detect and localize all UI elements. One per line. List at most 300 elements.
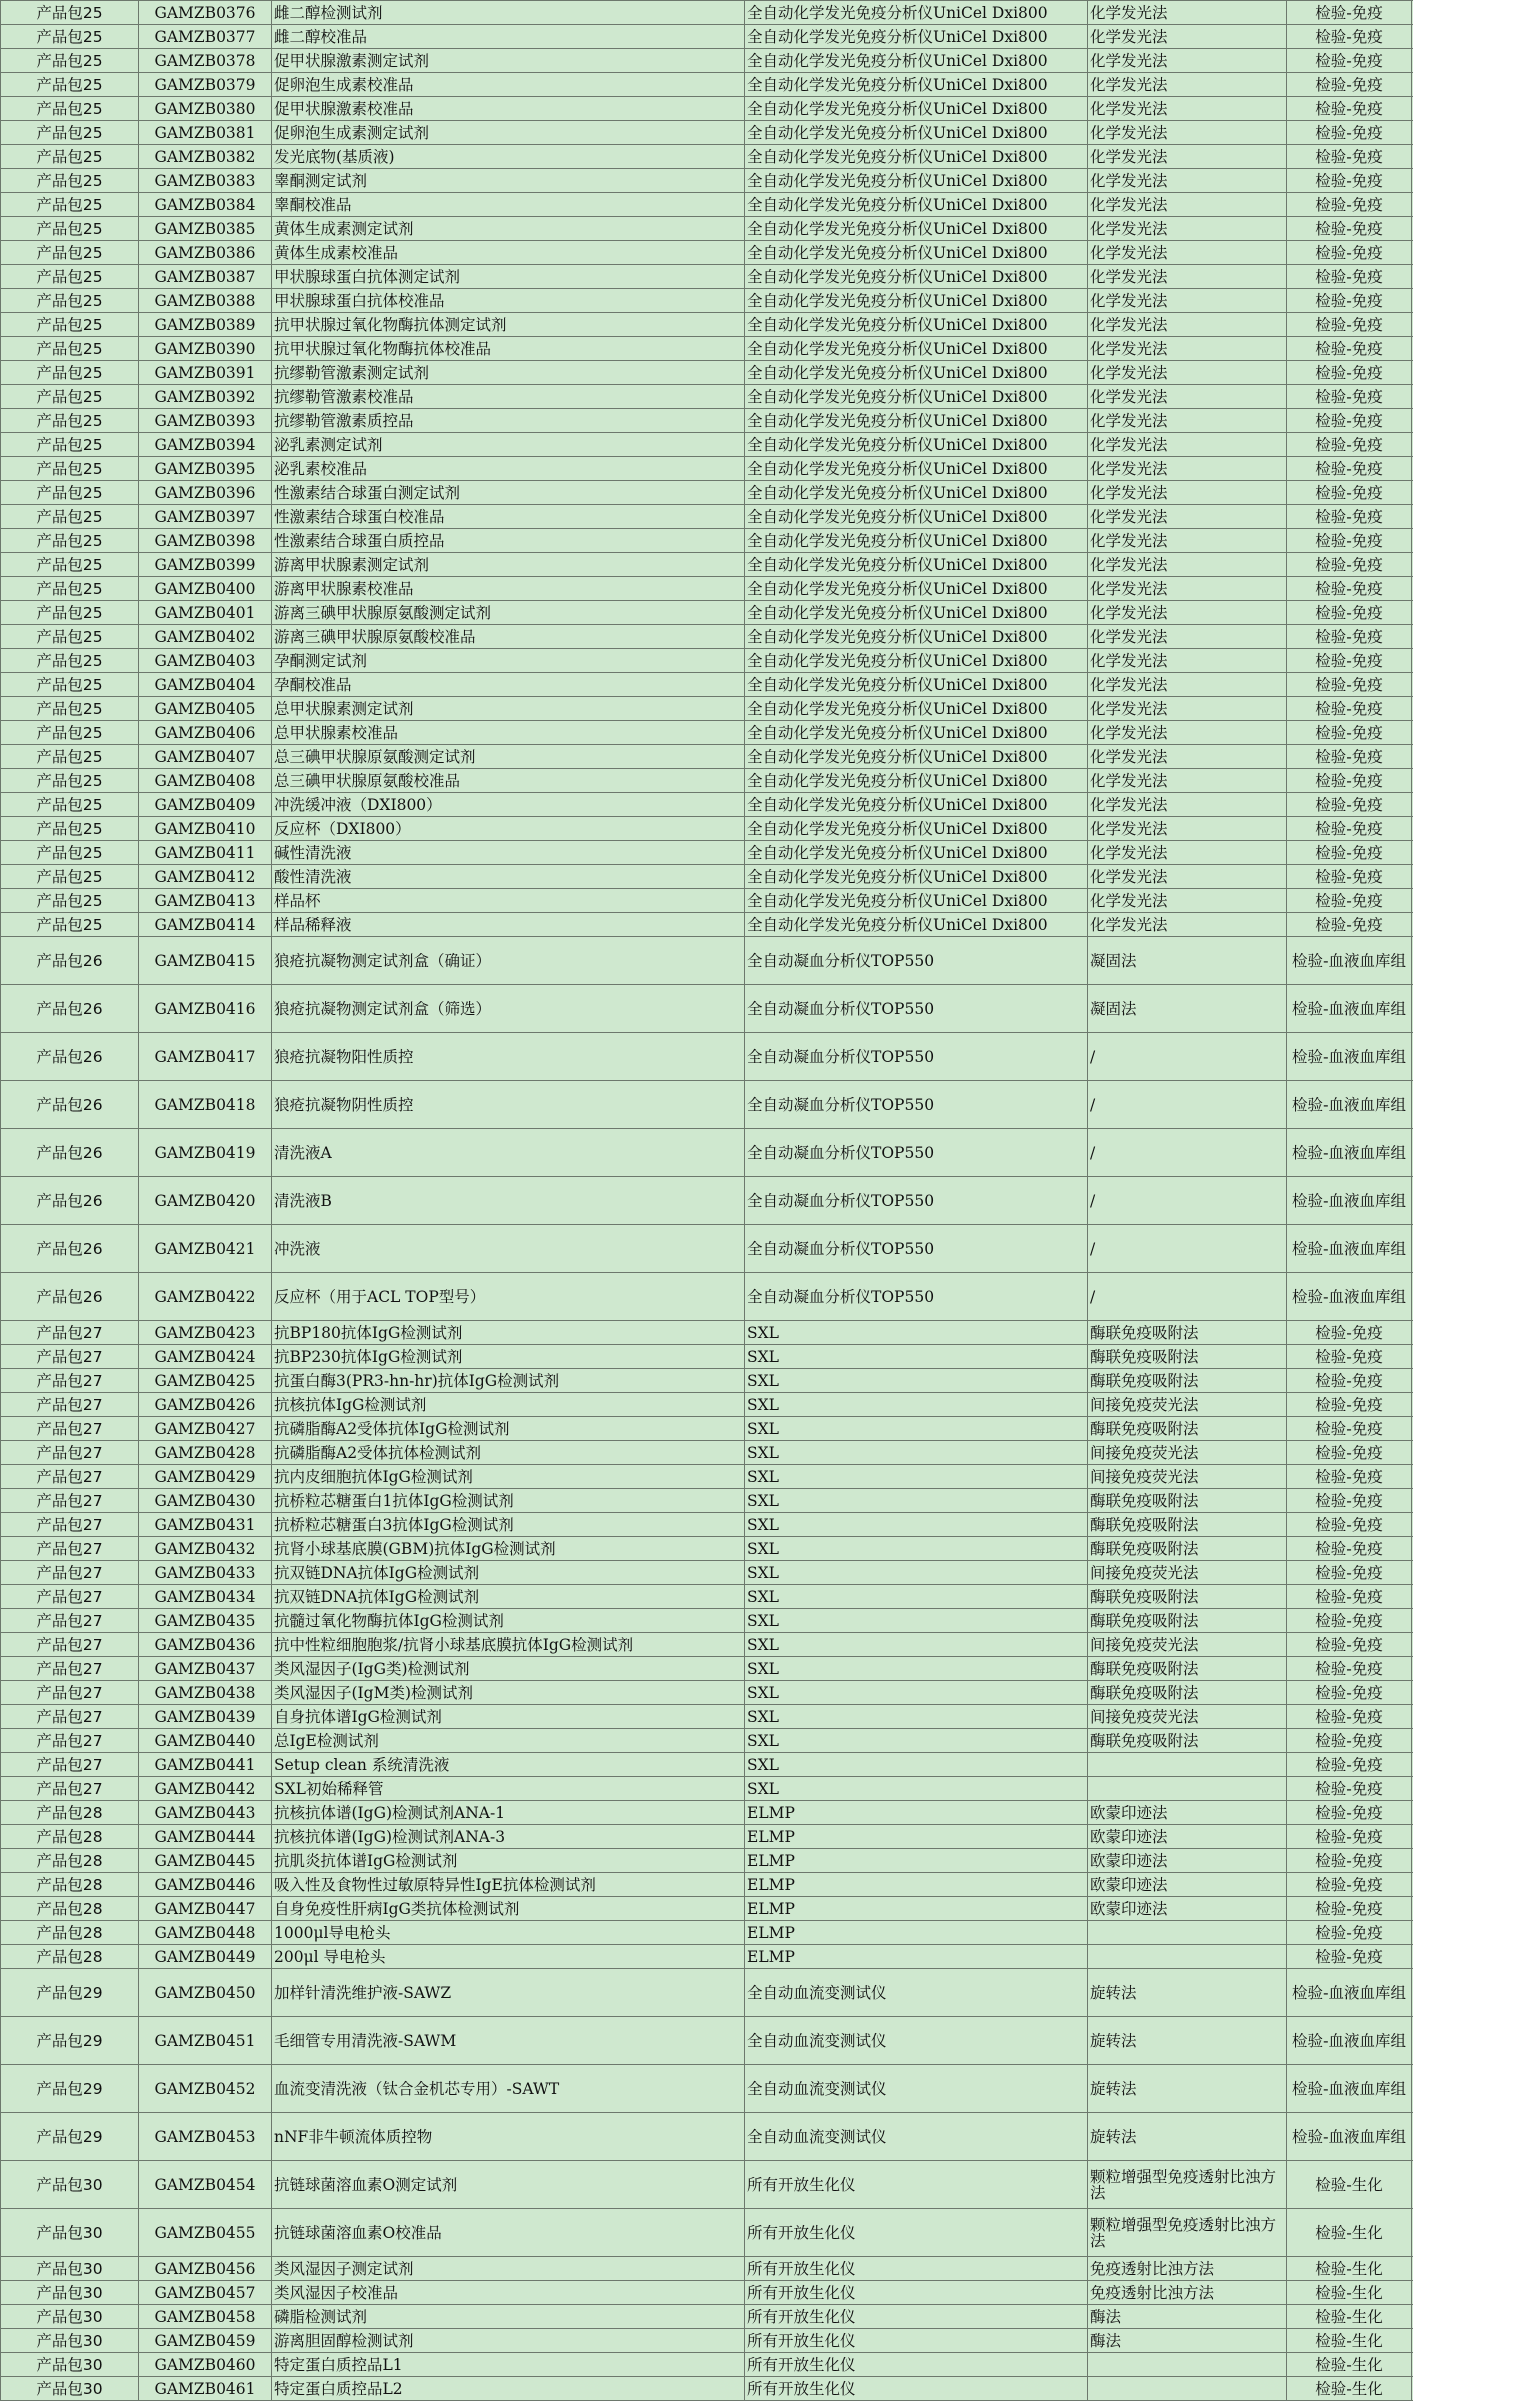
instrument-cell[interactable]: 全自动血流变测试仪: [745, 2113, 1088, 2161]
package-cell[interactable]: 产品包25: [1, 49, 139, 73]
code-cell[interactable]: GAMZB0448: [139, 1921, 272, 1945]
product-name-cell[interactable]: 游离甲状腺素校准品: [272, 577, 745, 601]
department-cell[interactable]: 检验-免疫: [1287, 1681, 1412, 1705]
department-cell[interactable]: 检验-免疫: [1287, 577, 1412, 601]
product-name-cell[interactable]: 类风湿因子测定试剂: [272, 2257, 745, 2281]
product-name-cell[interactable]: 抗BP230抗体IgG检测试剂: [272, 1345, 745, 1369]
instrument-cell[interactable]: 全自动化学发光免疫分析仪UniCel Dxi800: [745, 25, 1088, 49]
product-name-cell[interactable]: nNF非牛顿流体质控物: [272, 2113, 745, 2161]
code-cell[interactable]: GAMZB0415: [139, 937, 272, 985]
department-cell[interactable]: 检验-免疫: [1287, 1705, 1412, 1729]
package-cell[interactable]: 产品包25: [1, 649, 139, 673]
package-cell[interactable]: 产品包25: [1, 25, 139, 49]
package-cell[interactable]: 产品包27: [1, 1489, 139, 1513]
product-name-cell[interactable]: 抗缪勒管激素校准品: [272, 385, 745, 409]
method-cell[interactable]: 酶联免疫吸附法: [1088, 1609, 1287, 1633]
department-cell[interactable]: 检验-免疫: [1287, 1393, 1412, 1417]
instrument-cell[interactable]: SXL: [745, 1393, 1088, 1417]
package-cell[interactable]: 产品包25: [1, 121, 139, 145]
instrument-cell[interactable]: 全自动化学发光免疫分析仪UniCel Dxi800: [745, 313, 1088, 337]
instrument-cell[interactable]: 全自动化学发光免疫分析仪UniCel Dxi800: [745, 121, 1088, 145]
department-cell[interactable]: 检验-免疫: [1287, 913, 1412, 937]
instrument-cell[interactable]: SXL: [745, 1465, 1088, 1489]
code-cell[interactable]: GAMZB0434: [139, 1585, 272, 1609]
department-cell[interactable]: 检验-免疫: [1287, 745, 1412, 769]
product-name-cell[interactable]: 睾酮测定试剂: [272, 169, 745, 193]
department-cell[interactable]: 检验-免疫: [1287, 217, 1412, 241]
method-cell[interactable]: 化学发光法: [1088, 673, 1287, 697]
product-name-cell[interactable]: 狼疮抗凝物测定试剂盒（筛选）: [272, 985, 745, 1033]
instrument-cell[interactable]: 所有开放生化仪: [745, 2257, 1088, 2281]
code-cell[interactable]: GAMZB0413: [139, 889, 272, 913]
product-name-cell[interactable]: 抗链球菌溶血素O测定试剂: [272, 2161, 745, 2209]
instrument-cell[interactable]: SXL: [745, 1321, 1088, 1345]
code-cell[interactable]: GAMZB0449: [139, 1945, 272, 1969]
instrument-cell[interactable]: 全自动化学发光免疫分析仪UniCel Dxi800: [745, 409, 1088, 433]
method-cell[interactable]: 化学发光法: [1088, 841, 1287, 865]
method-cell[interactable]: 酶联免疫吸附法: [1088, 1729, 1287, 1753]
method-cell[interactable]: 化学发光法: [1088, 601, 1287, 625]
instrument-cell[interactable]: SXL: [745, 1537, 1088, 1561]
product-name-cell[interactable]: 抗磷脂酶A2受体抗体检测试剂: [272, 1441, 745, 1465]
code-cell[interactable]: GAMZB0402: [139, 625, 272, 649]
package-cell[interactable]: 产品包27: [1, 1465, 139, 1489]
package-cell[interactable]: 产品包25: [1, 505, 139, 529]
package-cell[interactable]: 产品包26: [1, 1129, 139, 1177]
product-name-cell[interactable]: 抗核抗体谱(IgG)检测试剂ANA-1: [272, 1801, 745, 1825]
instrument-cell[interactable]: 全自动凝血分析仪TOP550: [745, 1225, 1088, 1273]
instrument-cell[interactable]: SXL: [745, 1777, 1088, 1801]
code-cell[interactable]: GAMZB0456: [139, 2257, 272, 2281]
method-cell[interactable]: 酶联免疫吸附法: [1088, 1489, 1287, 1513]
product-name-cell[interactable]: 游离三碘甲状腺原氨酸校准品: [272, 625, 745, 649]
package-cell[interactable]: 产品包25: [1, 745, 139, 769]
package-cell[interactable]: 产品包25: [1, 721, 139, 745]
instrument-cell[interactable]: ELMP: [745, 1873, 1088, 1897]
product-name-cell[interactable]: 样品稀释液: [272, 913, 745, 937]
code-cell[interactable]: GAMZB0401: [139, 601, 272, 625]
method-cell[interactable]: 酶联免疫吸附法: [1088, 1657, 1287, 1681]
instrument-cell[interactable]: 全自动化学发光免疫分析仪UniCel Dxi800: [745, 841, 1088, 865]
product-name-cell[interactable]: 抗BP180抗体IgG检测试剂: [272, 1321, 745, 1345]
method-cell[interactable]: 酶联免疫吸附法: [1088, 1681, 1287, 1705]
department-cell[interactable]: 检验-生化: [1287, 2377, 1412, 2401]
product-name-cell[interactable]: 自身免疫性肝病IgG类抗体检测试剂: [272, 1897, 745, 1921]
product-name-cell[interactable]: 碱性清洗液: [272, 841, 745, 865]
package-cell[interactable]: 产品包25: [1, 457, 139, 481]
code-cell[interactable]: GAMZB0390: [139, 337, 272, 361]
package-cell[interactable]: 产品包28: [1, 1873, 139, 1897]
department-cell[interactable]: 检验-血液血库组: [1287, 937, 1412, 985]
code-cell[interactable]: GAMZB0407: [139, 745, 272, 769]
code-cell[interactable]: GAMZB0410: [139, 817, 272, 841]
code-cell[interactable]: GAMZB0389: [139, 313, 272, 337]
product-name-cell[interactable]: SXL初始稀释管: [272, 1777, 745, 1801]
department-cell[interactable]: 检验-免疫: [1287, 361, 1412, 385]
method-cell[interactable]: 化学发光法: [1088, 577, 1287, 601]
code-cell[interactable]: GAMZB0439: [139, 1705, 272, 1729]
instrument-cell[interactable]: 全自动化学发光免疫分析仪UniCel Dxi800: [745, 49, 1088, 73]
code-cell[interactable]: GAMZB0459: [139, 2329, 272, 2353]
department-cell[interactable]: 检验-免疫: [1287, 1321, 1412, 1345]
instrument-cell[interactable]: 全自动化学发光免疫分析仪UniCel Dxi800: [745, 145, 1088, 169]
method-cell[interactable]: 化学发光法: [1088, 721, 1287, 745]
product-name-cell[interactable]: 冲洗缓冲液（DXI800）: [272, 793, 745, 817]
product-name-cell[interactable]: 总甲状腺素测定试剂: [272, 697, 745, 721]
code-cell[interactable]: GAMZB0458: [139, 2305, 272, 2329]
code-cell[interactable]: GAMZB0391: [139, 361, 272, 385]
package-cell[interactable]: 产品包28: [1, 1921, 139, 1945]
product-name-cell[interactable]: 睾酮校准品: [272, 193, 745, 217]
method-cell[interactable]: 化学发光法: [1088, 505, 1287, 529]
method-cell[interactable]: 欧蒙印迹法: [1088, 1873, 1287, 1897]
department-cell[interactable]: 检验-免疫: [1287, 1777, 1412, 1801]
method-cell[interactable]: 化学发光法: [1088, 193, 1287, 217]
method-cell[interactable]: 化学发光法: [1088, 865, 1287, 889]
instrument-cell[interactable]: 全自动化学发光免疫分析仪UniCel Dxi800: [745, 193, 1088, 217]
code-cell[interactable]: GAMZB0425: [139, 1369, 272, 1393]
product-name-cell[interactable]: 总三碘甲状腺原氨酸测定试剂: [272, 745, 745, 769]
method-cell[interactable]: 酶联免疫吸附法: [1088, 1369, 1287, 1393]
department-cell[interactable]: 检验-免疫: [1287, 481, 1412, 505]
department-cell[interactable]: 检验-血液血库组: [1287, 1177, 1412, 1225]
method-cell[interactable]: 化学发光法: [1088, 385, 1287, 409]
product-name-cell[interactable]: 冲洗液: [272, 1225, 745, 1273]
department-cell[interactable]: 检验-免疫: [1287, 1513, 1412, 1537]
code-cell[interactable]: GAMZB0399: [139, 553, 272, 577]
product-name-cell[interactable]: 类风湿因子校准品: [272, 2281, 745, 2305]
product-name-cell[interactable]: 泌乳素测定试剂: [272, 433, 745, 457]
department-cell[interactable]: 检验-免疫: [1287, 721, 1412, 745]
department-cell[interactable]: 检验-免疫: [1287, 1345, 1412, 1369]
department-cell[interactable]: 检验-免疫: [1287, 73, 1412, 97]
method-cell[interactable]: 化学发光法: [1088, 121, 1287, 145]
product-name-cell[interactable]: 泌乳素校准品: [272, 457, 745, 481]
instrument-cell[interactable]: SXL: [745, 1705, 1088, 1729]
code-cell[interactable]: GAMZB0445: [139, 1849, 272, 1873]
product-name-cell[interactable]: 狼疮抗凝物测定试剂盒（确证）: [272, 937, 745, 985]
method-cell[interactable]: 欧蒙印迹法: [1088, 1801, 1287, 1825]
method-cell[interactable]: 酶联免疫吸附法: [1088, 1345, 1287, 1369]
method-cell[interactable]: 化学发光法: [1088, 817, 1287, 841]
instrument-cell[interactable]: 全自动化学发光免疫分析仪UniCel Dxi800: [745, 577, 1088, 601]
product-name-cell[interactable]: 抗肌炎抗体谱IgG检测试剂: [272, 1849, 745, 1873]
department-cell[interactable]: 检验-免疫: [1287, 1489, 1412, 1513]
package-cell[interactable]: 产品包27: [1, 1345, 139, 1369]
department-cell[interactable]: 检验-免疫: [1287, 1921, 1412, 1945]
package-cell[interactable]: 产品包30: [1, 2257, 139, 2281]
instrument-cell[interactable]: SXL: [745, 1729, 1088, 1753]
method-cell[interactable]: 旋转法: [1088, 2113, 1287, 2161]
product-name-cell[interactable]: 抗肾小球基底膜(GBM)抗体IgG检测试剂: [272, 1537, 745, 1561]
instrument-cell[interactable]: SXL: [745, 1657, 1088, 1681]
product-name-cell[interactable]: 抗缪勒管激素测定试剂: [272, 361, 745, 385]
package-cell[interactable]: 产品包27: [1, 1777, 139, 1801]
package-cell[interactable]: 产品包25: [1, 601, 139, 625]
package-cell[interactable]: 产品包25: [1, 361, 139, 385]
method-cell[interactable]: 化学发光法: [1088, 649, 1287, 673]
instrument-cell[interactable]: 全自动化学发光免疫分析仪UniCel Dxi800: [745, 721, 1088, 745]
instrument-cell[interactable]: 全自动化学发光免疫分析仪UniCel Dxi800: [745, 241, 1088, 265]
package-cell[interactable]: 产品包28: [1, 1897, 139, 1921]
instrument-cell[interactable]: 全自动化学发光免疫分析仪UniCel Dxi800: [745, 457, 1088, 481]
department-cell[interactable]: 检验-免疫: [1287, 1753, 1412, 1777]
method-cell[interactable]: 化学发光法: [1088, 1, 1287, 25]
product-name-cell[interactable]: 雌二醇检测试剂: [272, 1, 745, 25]
department-cell[interactable]: 检验-免疫: [1287, 193, 1412, 217]
instrument-cell[interactable]: 所有开放生化仪: [745, 2281, 1088, 2305]
instrument-cell[interactable]: 全自动化学发光免疫分析仪UniCel Dxi800: [745, 169, 1088, 193]
method-cell[interactable]: 旋转法: [1088, 2065, 1287, 2113]
method-cell[interactable]: 化学发光法: [1088, 73, 1287, 97]
package-cell[interactable]: 产品包30: [1, 2353, 139, 2377]
method-cell[interactable]: [1088, 1753, 1287, 1777]
code-cell[interactable]: GAMZB0442: [139, 1777, 272, 1801]
code-cell[interactable]: GAMZB0385: [139, 217, 272, 241]
product-name-cell[interactable]: 血流变清洗液（钛合金机芯专用）-SAWT: [272, 2065, 745, 2113]
product-name-cell[interactable]: 抗甲状腺过氧化物酶抗体测定试剂: [272, 313, 745, 337]
package-cell[interactable]: 产品包25: [1, 673, 139, 697]
code-cell[interactable]: GAMZB0393: [139, 409, 272, 433]
department-cell[interactable]: 检验-免疫: [1287, 769, 1412, 793]
code-cell[interactable]: GAMZB0397: [139, 505, 272, 529]
instrument-cell[interactable]: 全自动化学发光免疫分析仪UniCel Dxi800: [745, 865, 1088, 889]
instrument-cell[interactable]: 全自动化学发光免疫分析仪UniCel Dxi800: [745, 73, 1088, 97]
product-name-cell[interactable]: 吸入性及食物性过敏原特异性IgE抗体检测试剂: [272, 1873, 745, 1897]
code-cell[interactable]: GAMZB0392: [139, 385, 272, 409]
department-cell[interactable]: 检验-免疫: [1287, 1537, 1412, 1561]
method-cell[interactable]: 化学发光法: [1088, 913, 1287, 937]
package-cell[interactable]: 产品包27: [1, 1369, 139, 1393]
product-name-cell[interactable]: 孕酮校准品: [272, 673, 745, 697]
code-cell[interactable]: GAMZB0438: [139, 1681, 272, 1705]
department-cell[interactable]: 检验-免疫: [1287, 865, 1412, 889]
code-cell[interactable]: GAMZB0429: [139, 1465, 272, 1489]
product-name-cell[interactable]: 抗双链DNA抗体IgG检测试剂: [272, 1561, 745, 1585]
product-name-cell[interactable]: 孕酮测定试剂: [272, 649, 745, 673]
package-cell[interactable]: 产品包25: [1, 697, 139, 721]
code-cell[interactable]: GAMZB0424: [139, 1345, 272, 1369]
method-cell[interactable]: 化学发光法: [1088, 265, 1287, 289]
product-name-cell[interactable]: 性激素结合球蛋白测定试剂: [272, 481, 745, 505]
instrument-cell[interactable]: ELMP: [745, 1849, 1088, 1873]
product-name-cell[interactable]: 总IgE检测试剂: [272, 1729, 745, 1753]
instrument-cell[interactable]: 全自动凝血分析仪TOP550: [745, 1033, 1088, 1081]
method-cell[interactable]: 化学发光法: [1088, 745, 1287, 769]
code-cell[interactable]: GAMZB0378: [139, 49, 272, 73]
instrument-cell[interactable]: ELMP: [745, 1945, 1088, 1969]
instrument-cell[interactable]: 全自动化学发光免疫分析仪UniCel Dxi800: [745, 913, 1088, 937]
product-name-cell[interactable]: 狼疮抗凝物阴性质控: [272, 1081, 745, 1129]
code-cell[interactable]: GAMZB0411: [139, 841, 272, 865]
code-cell[interactable]: GAMZB0419: [139, 1129, 272, 1177]
package-cell[interactable]: 产品包25: [1, 217, 139, 241]
method-cell[interactable]: 化学发光法: [1088, 97, 1287, 121]
instrument-cell[interactable]: 所有开放生化仪: [745, 2329, 1088, 2353]
instrument-cell[interactable]: 全自动化学发光免疫分析仪UniCel Dxi800: [745, 337, 1088, 361]
product-name-cell[interactable]: 清洗液A: [272, 1129, 745, 1177]
package-cell[interactable]: 产品包25: [1, 433, 139, 457]
department-cell[interactable]: 检验-生化: [1287, 2305, 1412, 2329]
package-cell[interactable]: 产品包27: [1, 1609, 139, 1633]
package-cell[interactable]: 产品包30: [1, 2377, 139, 2401]
department-cell[interactable]: 检验-免疫: [1287, 817, 1412, 841]
instrument-cell[interactable]: 全自动凝血分析仪TOP550: [745, 1081, 1088, 1129]
package-cell[interactable]: 产品包29: [1, 2065, 139, 2113]
product-name-cell[interactable]: 抗桥粒芯糖蛋白1抗体IgG检测试剂: [272, 1489, 745, 1513]
method-cell[interactable]: 化学发光法: [1088, 409, 1287, 433]
code-cell[interactable]: GAMZB0382: [139, 145, 272, 169]
instrument-cell[interactable]: 全自动化学发光免疫分析仪UniCel Dxi800: [745, 817, 1088, 841]
code-cell[interactable]: GAMZB0403: [139, 649, 272, 673]
method-cell[interactable]: 化学发光法: [1088, 625, 1287, 649]
product-name-cell[interactable]: 抗桥粒芯糖蛋白3抗体IgG检测试剂: [272, 1513, 745, 1537]
product-name-cell[interactable]: 狼疮抗凝物阳性质控: [272, 1033, 745, 1081]
code-cell[interactable]: GAMZB0394: [139, 433, 272, 457]
method-cell[interactable]: 凝固法: [1088, 985, 1287, 1033]
product-name-cell[interactable]: 黄体生成素校准品: [272, 241, 745, 265]
department-cell[interactable]: 检验-免疫: [1287, 337, 1412, 361]
instrument-cell[interactable]: SXL: [745, 1513, 1088, 1537]
instrument-cell[interactable]: 所有开放生化仪: [745, 2209, 1088, 2257]
method-cell[interactable]: [1088, 2353, 1287, 2377]
code-cell[interactable]: GAMZB0461: [139, 2377, 272, 2401]
product-name-cell[interactable]: 游离甲状腺素测定试剂: [272, 553, 745, 577]
code-cell[interactable]: GAMZB0412: [139, 865, 272, 889]
department-cell[interactable]: 检验-免疫: [1287, 121, 1412, 145]
code-cell[interactable]: GAMZB0398: [139, 529, 272, 553]
department-cell[interactable]: 检验-血液血库组: [1287, 2017, 1412, 2065]
department-cell[interactable]: 检验-免疫: [1287, 1369, 1412, 1393]
code-cell[interactable]: GAMZB0387: [139, 265, 272, 289]
package-cell[interactable]: 产品包26: [1, 985, 139, 1033]
product-name-cell[interactable]: 总三碘甲状腺原氨酸校准品: [272, 769, 745, 793]
code-cell[interactable]: GAMZB0444: [139, 1825, 272, 1849]
instrument-cell[interactable]: SXL: [745, 1345, 1088, 1369]
product-name-cell[interactable]: 特定蛋白质控品L1: [272, 2353, 745, 2377]
department-cell[interactable]: 检验-免疫: [1287, 25, 1412, 49]
department-cell[interactable]: 检验-免疫: [1287, 457, 1412, 481]
package-cell[interactable]: 产品包25: [1, 73, 139, 97]
package-cell[interactable]: 产品包25: [1, 481, 139, 505]
method-cell[interactable]: [1088, 1777, 1287, 1801]
instrument-cell[interactable]: 全自动血流变测试仪: [745, 2065, 1088, 2113]
instrument-cell[interactable]: SXL: [745, 1441, 1088, 1465]
instrument-cell[interactable]: 全自动化学发光免疫分析仪UniCel Dxi800: [745, 217, 1088, 241]
code-cell[interactable]: GAMZB0406: [139, 721, 272, 745]
product-name-cell[interactable]: 促甲状腺激素测定试剂: [272, 49, 745, 73]
package-cell[interactable]: 产品包28: [1, 1801, 139, 1825]
code-cell[interactable]: GAMZB0396: [139, 481, 272, 505]
department-cell[interactable]: 检验-免疫: [1287, 97, 1412, 121]
product-name-cell[interactable]: 抗核抗体谱(IgG)检测试剂ANA-3: [272, 1825, 745, 1849]
code-cell[interactable]: GAMZB0447: [139, 1897, 272, 1921]
code-cell[interactable]: GAMZB0426: [139, 1393, 272, 1417]
method-cell[interactable]: 欧蒙印迹法: [1088, 1897, 1287, 1921]
code-cell[interactable]: GAMZB0408: [139, 769, 272, 793]
instrument-cell[interactable]: 全自动血流变测试仪: [745, 2017, 1088, 2065]
method-cell[interactable]: 化学发光法: [1088, 433, 1287, 457]
product-name-cell[interactable]: 抗磷脂酶A2受体抗体IgG检测试剂: [272, 1417, 745, 1441]
package-cell[interactable]: 产品包27: [1, 1537, 139, 1561]
code-cell[interactable]: GAMZB0376: [139, 1, 272, 25]
department-cell[interactable]: 检验-免疫: [1287, 1465, 1412, 1489]
package-cell[interactable]: 产品包25: [1, 241, 139, 265]
method-cell[interactable]: [1088, 1945, 1287, 1969]
instrument-cell[interactable]: 全自动凝血分析仪TOP550: [745, 1129, 1088, 1177]
product-name-cell[interactable]: 黄体生成素测定试剂: [272, 217, 745, 241]
package-cell[interactable]: 产品包25: [1, 337, 139, 361]
package-cell[interactable]: 产品包27: [1, 1585, 139, 1609]
method-cell[interactable]: 酶联免疫吸附法: [1088, 1585, 1287, 1609]
code-cell[interactable]: GAMZB0427: [139, 1417, 272, 1441]
package-cell[interactable]: 产品包25: [1, 553, 139, 577]
method-cell[interactable]: /: [1088, 1177, 1287, 1225]
package-cell[interactable]: 产品包26: [1, 1225, 139, 1273]
package-cell[interactable]: 产品包25: [1, 169, 139, 193]
package-cell[interactable]: 产品包27: [1, 1393, 139, 1417]
product-name-cell[interactable]: 清洗液B: [272, 1177, 745, 1225]
package-cell[interactable]: 产品包27: [1, 1321, 139, 1345]
package-cell[interactable]: 产品包27: [1, 1633, 139, 1657]
package-cell[interactable]: 产品包25: [1, 409, 139, 433]
product-name-cell[interactable]: 抗缪勒管激素质控品: [272, 409, 745, 433]
code-cell[interactable]: GAMZB0423: [139, 1321, 272, 1345]
package-cell[interactable]: 产品包25: [1, 385, 139, 409]
method-cell[interactable]: 凝固法: [1088, 937, 1287, 985]
package-cell[interactable]: 产品包28: [1, 1849, 139, 1873]
package-cell[interactable]: 产品包29: [1, 1969, 139, 2017]
instrument-cell[interactable]: 全自动化学发光免疫分析仪UniCel Dxi800: [745, 793, 1088, 817]
product-name-cell[interactable]: 抗双链DNA抗体IgG检测试剂: [272, 1585, 745, 1609]
instrument-cell[interactable]: SXL: [745, 1681, 1088, 1705]
package-cell[interactable]: 产品包25: [1, 841, 139, 865]
method-cell[interactable]: 间接免疫荧光法: [1088, 1633, 1287, 1657]
code-cell[interactable]: GAMZB0377: [139, 25, 272, 49]
department-cell[interactable]: 检验-血液血库组: [1287, 1225, 1412, 1273]
product-name-cell[interactable]: 抗中性粒细胞胞浆/抗肾小球基底膜抗体IgG检测试剂: [272, 1633, 745, 1657]
code-cell[interactable]: GAMZB0395: [139, 457, 272, 481]
instrument-cell[interactable]: 全自动化学发光免疫分析仪UniCel Dxi800: [745, 97, 1088, 121]
package-cell[interactable]: 产品包30: [1, 2305, 139, 2329]
method-cell[interactable]: 化学发光法: [1088, 289, 1287, 313]
method-cell[interactable]: [1088, 2377, 1287, 2401]
department-cell[interactable]: 检验-免疫: [1287, 889, 1412, 913]
package-cell[interactable]: 产品包27: [1, 1513, 139, 1537]
method-cell[interactable]: /: [1088, 1129, 1287, 1177]
department-cell[interactable]: 检验-免疫: [1287, 553, 1412, 577]
department-cell[interactable]: 检验-免疫: [1287, 265, 1412, 289]
product-name-cell[interactable]: 特定蛋白质控品L2: [272, 2377, 745, 2401]
code-cell[interactable]: GAMZB0433: [139, 1561, 272, 1585]
instrument-cell[interactable]: SXL: [745, 1753, 1088, 1777]
package-cell[interactable]: 产品包26: [1, 1273, 139, 1321]
instrument-cell[interactable]: 全自动凝血分析仪TOP550: [745, 937, 1088, 985]
product-name-cell[interactable]: 抗蛋白酶3(PR3-hn-hr)抗体IgG检测试剂: [272, 1369, 745, 1393]
method-cell[interactable]: 化学发光法: [1088, 169, 1287, 193]
code-cell[interactable]: GAMZB0400: [139, 577, 272, 601]
product-name-cell[interactable]: 促卵泡生成素测定试剂: [272, 121, 745, 145]
department-cell[interactable]: 检验-免疫: [1287, 1609, 1412, 1633]
product-name-cell[interactable]: 促卵泡生成素校准品: [272, 73, 745, 97]
instrument-cell[interactable]: 全自动化学发光免疫分析仪UniCel Dxi800: [745, 529, 1088, 553]
product-name-cell[interactable]: 样品杯: [272, 889, 745, 913]
product-name-cell[interactable]: 酸性清洗液: [272, 865, 745, 889]
method-cell[interactable]: 间接免疫荧光法: [1088, 1465, 1287, 1489]
department-cell[interactable]: 检验-免疫: [1287, 1729, 1412, 1753]
package-cell[interactable]: 产品包27: [1, 1705, 139, 1729]
instrument-cell[interactable]: 全自动化学发光免疫分析仪UniCel Dxi800: [745, 1, 1088, 25]
